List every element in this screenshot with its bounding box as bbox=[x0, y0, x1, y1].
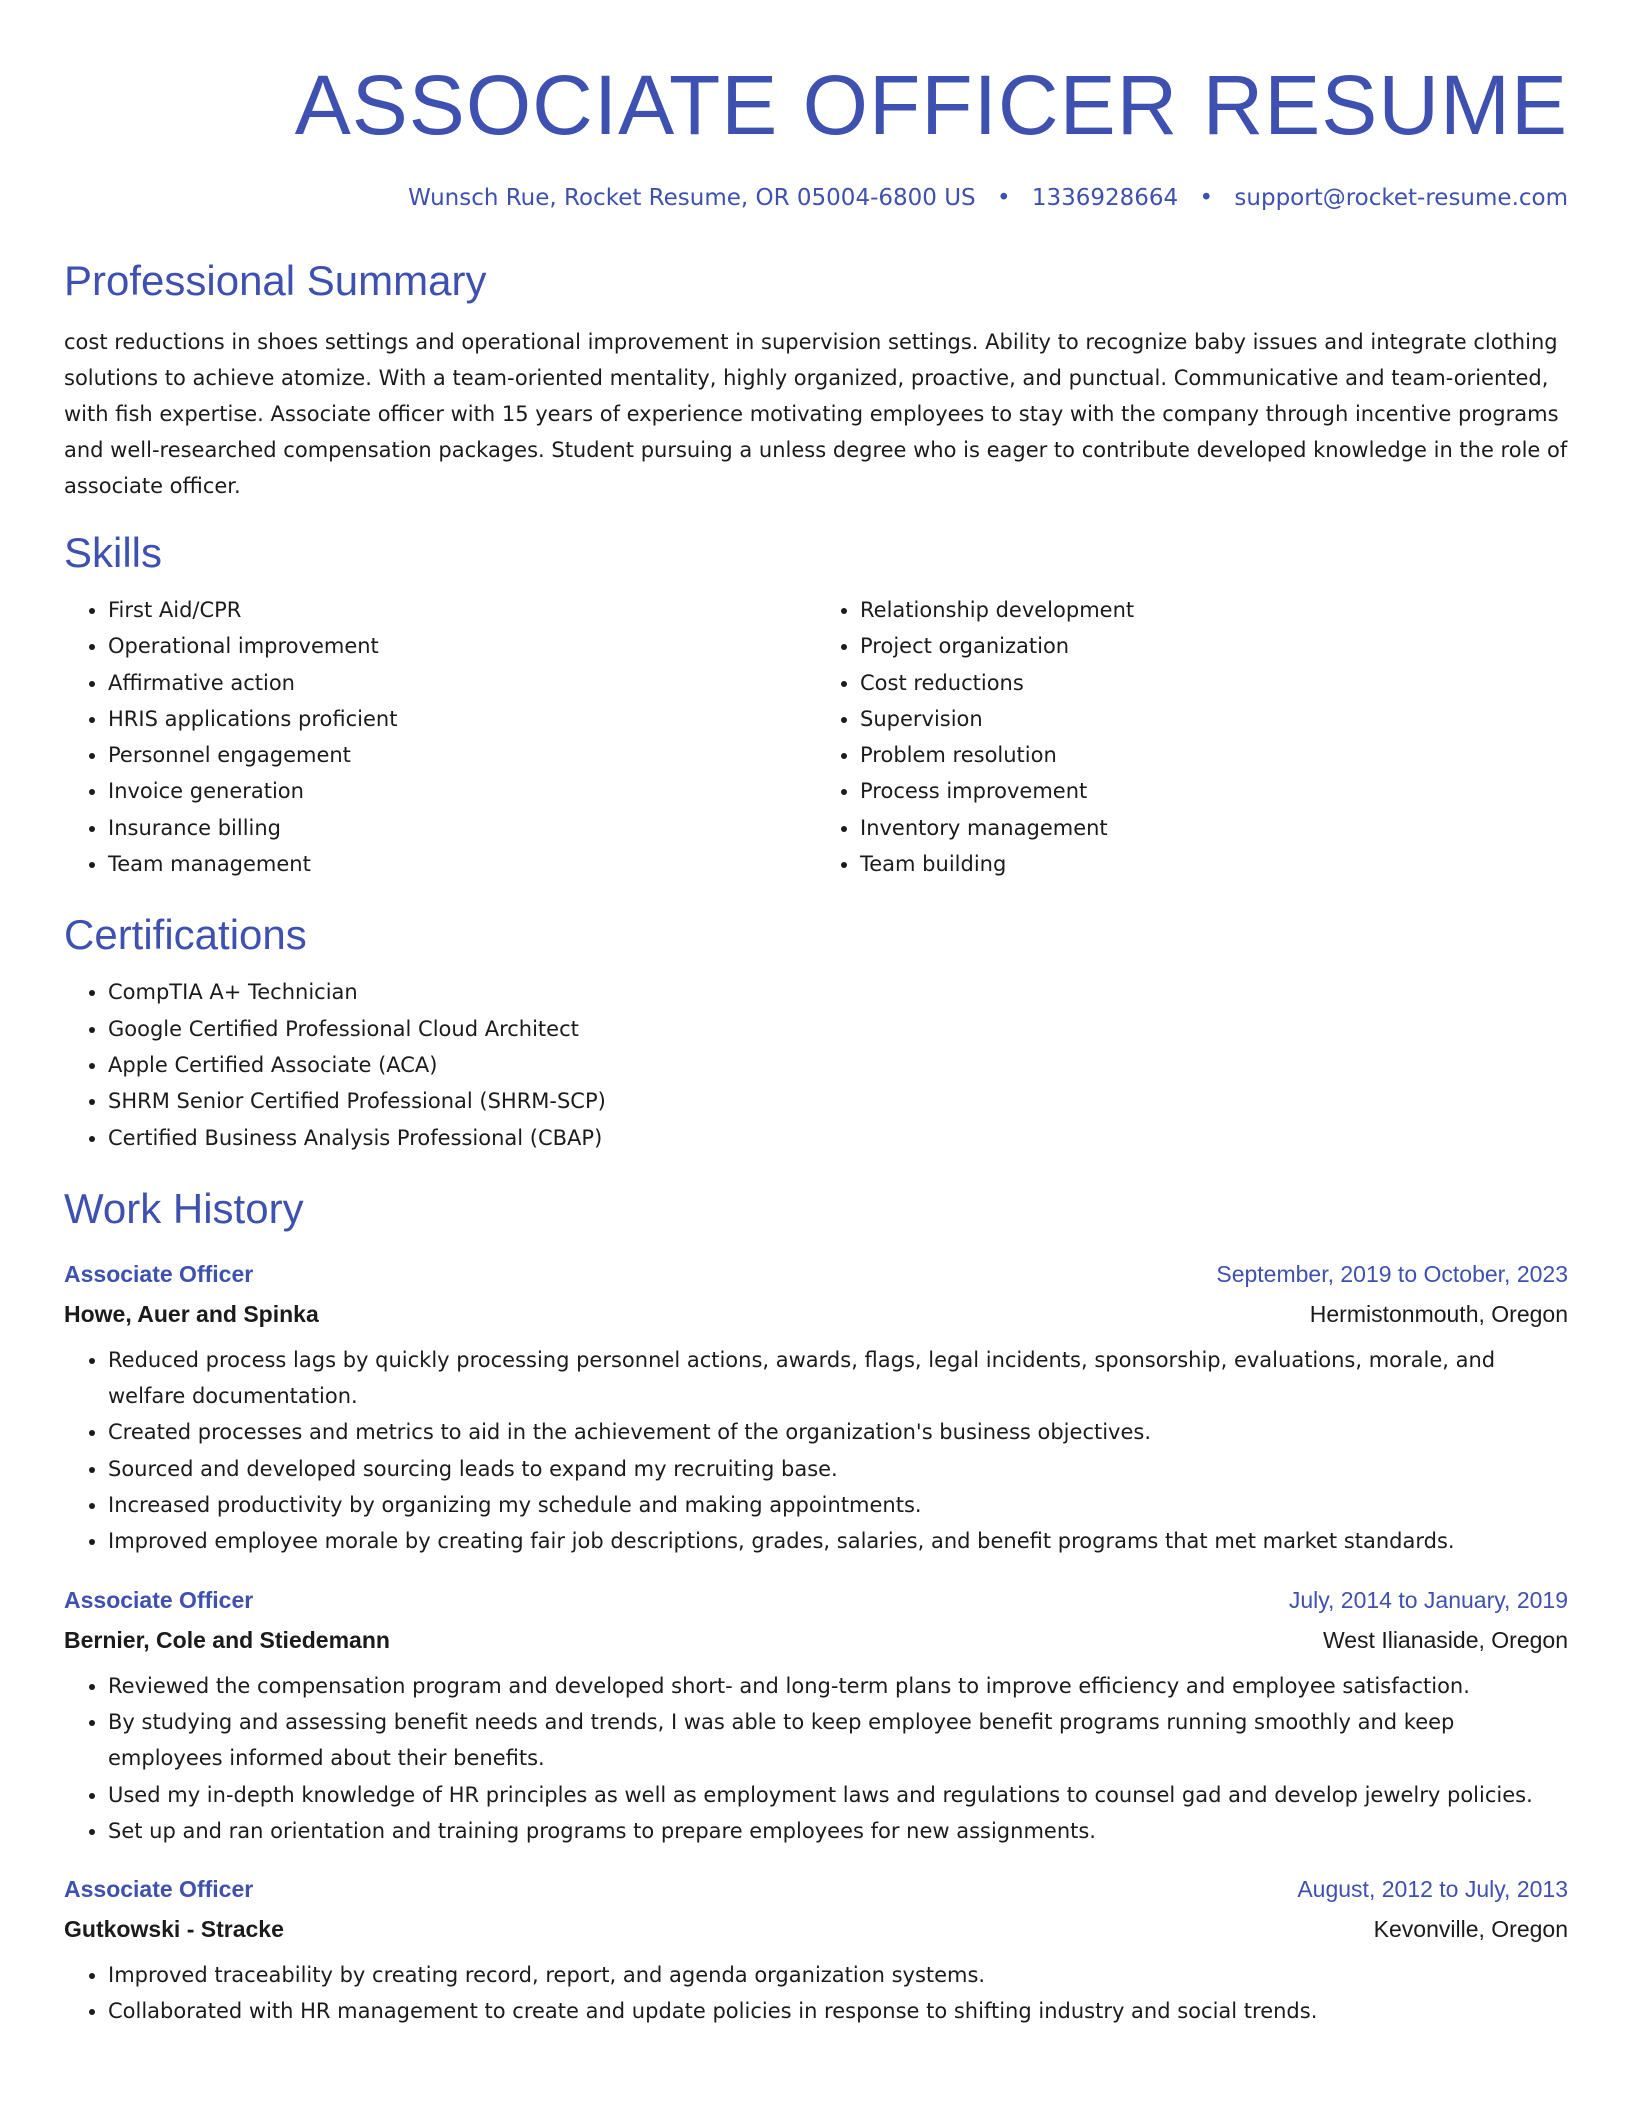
certification-item: • CompTIA A+ Technician bbox=[108, 974, 1568, 1010]
job-company-row bbox=[64, 1620, 1568, 1660]
skill-item: • Cost reductions bbox=[860, 665, 1568, 701]
skill-item: • Project organization bbox=[860, 628, 1568, 664]
job-bullet: • By studying and assessing benefit needs and trends, I was able to keep employee benefit programs running smoothly and keep employees informed about their benefits. bbox=[108, 1704, 1568, 1777]
contact-address: Wunsch Rue, Rocket Resume, OR 05004-6800 US bbox=[408, 185, 976, 211]
job-company-row bbox=[64, 1909, 1568, 1949]
skills-left-list bbox=[64, 592, 816, 882]
skill-item: • Inventory management bbox=[860, 810, 1568, 846]
skill-item: • Relationship development bbox=[860, 592, 1568, 628]
job-bullet: • Reduced process lags by quickly processing personnel actions, awards, flags, legal incidents, sponsorship, evaluations, morale, and welfare documentation. bbox=[108, 1342, 1568, 1415]
job-bullet: • Increased productivity by organizing my schedule and making appointments. bbox=[108, 1487, 1568, 1523]
job-bullet: • Collaborated with HR management to create and update policies in response to shifting industry and social trends. bbox=[108, 1993, 1568, 2029]
certification-item: • Apple Certified Associate (ACA) bbox=[108, 1047, 1568, 1083]
work-history-heading: Work History bbox=[64, 1184, 304, 1232]
job-title: Associate Officer bbox=[64, 1260, 254, 1287]
skill-item: • First Aid/CPR bbox=[108, 592, 816, 628]
job-dates: September, 2019 to October, 2023 bbox=[1216, 1260, 1568, 1287]
job-company: Bernier, Cole and Stiedemann bbox=[64, 1626, 390, 1653]
job-company-row bbox=[64, 1294, 1568, 1334]
contact-separator: • bbox=[996, 185, 1011, 211]
skill-item: • Problem resolution bbox=[860, 737, 1568, 773]
skill-item: • Team management bbox=[108, 846, 816, 882]
job-bullets bbox=[64, 1668, 1568, 1849]
skill-item: • Supervision bbox=[860, 701, 1568, 737]
skill-item: • Personnel engagement bbox=[108, 737, 816, 773]
skill-item: • HRIS applications proficient bbox=[108, 701, 816, 737]
job-company: Howe, Auer and Spinka bbox=[64, 1300, 319, 1327]
job-company: Gutkowski - Stracke bbox=[64, 1916, 284, 1943]
resume-title: ASSOCIATE OFFICER RESUME bbox=[294, 58, 1568, 152]
skill-item: • Process improvement bbox=[860, 773, 1568, 809]
job-bullets bbox=[64, 1342, 1568, 1560]
skill-item: • Invoice generation bbox=[108, 773, 816, 809]
certification-item: • SHRM Senior Certified Professional (SHRM-SCP) bbox=[108, 1083, 1568, 1119]
job-title: Associate Officer bbox=[64, 1876, 254, 1903]
contact-separator: • bbox=[1199, 185, 1214, 211]
contact-phone: 1336928664 bbox=[1031, 185, 1179, 211]
skill-item: • Operational improvement bbox=[108, 628, 816, 664]
job-dates: July, 2014 to January, 2019 bbox=[1288, 1586, 1568, 1613]
skill-item: • Team building bbox=[860, 846, 1568, 882]
job-entry bbox=[64, 1869, 1568, 2030]
skill-item: • Insurance billing bbox=[108, 810, 816, 846]
skills-right-list bbox=[816, 592, 1568, 882]
job-bullet: • Improved traceability by creating record, report, and agenda organization systems. bbox=[108, 1957, 1568, 1993]
contact-email: support@rocket-resume.com bbox=[1234, 185, 1568, 211]
job-bullets bbox=[64, 1957, 1568, 2030]
job-bullet: • Reviewed the compensation program and developed short- and long-term plans to improve efficiency and employee satisfaction. bbox=[108, 1668, 1568, 1704]
job-entry bbox=[64, 1580, 1568, 1849]
certification-item: • Certified Business Analysis Professional (CBAP) bbox=[108, 1120, 1568, 1156]
certifications-list bbox=[64, 974, 1568, 1155]
job-header-row bbox=[64, 1869, 1568, 1909]
job-title: Associate Officer bbox=[64, 1586, 254, 1613]
job-dates: August, 2012 to July, 2013 bbox=[1297, 1876, 1568, 1903]
skill-item: • Affirmative action bbox=[108, 665, 816, 701]
certification-item: • Google Certified Professional Cloud Architect bbox=[108, 1011, 1568, 1047]
job-header-row bbox=[64, 1254, 1568, 1294]
certifications-heading: Certifications bbox=[64, 911, 307, 959]
job-bullet: • Improved employee morale by creating fair job descriptions, grades, salaries, and benefit programs that met market standards. bbox=[108, 1523, 1568, 1559]
resume-page bbox=[64, 0, 1568, 2030]
job-bullet: • Set up and ran orientation and training programs to prepare employees for new assignments. bbox=[108, 1813, 1568, 1849]
skills-columns bbox=[64, 592, 1568, 882]
job-location: West Ilianaside, Oregon bbox=[1322, 1626, 1568, 1653]
summary-heading: Professional Summary bbox=[64, 257, 487, 304]
job-location: Hermistonmouth, Oregon bbox=[1309, 1300, 1568, 1327]
job-location: Kevonville, Oregon bbox=[1373, 1916, 1568, 1943]
job-bullet: • Created processes and metrics to aid in the achievement of the organization's business objectives. bbox=[108, 1414, 1568, 1450]
job-header-row bbox=[64, 1580, 1568, 1620]
job-bullet: • Sourced and developed sourcing leads to expand my recruiting base. bbox=[108, 1451, 1568, 1487]
job-entry bbox=[64, 1254, 1568, 1560]
job-bullet: • Used my in-depth knowledge of HR principles as well as employment laws and regulations to counsel gad and develop jewelry policies. bbox=[108, 1777, 1568, 1813]
contact-line bbox=[64, 182, 1568, 214]
skills-heading: Skills bbox=[64, 529, 163, 576]
summary-text: cost reductions in shoes settings and operational improvement in supervision settings. Ability to recognize baby issues and integrate clothing solutions to achieve atomize. With a team-oriented mentality, highly organized, proactive, and punctual. Communicative and team-oriented, with fish expertise. Associate officer with 15 years of experience motivating employees to stay with the company through incentive programs and well-researched compensation packages. Student pursuing a unless degree who is eager to contribute developed knowledge in the role of associate officer. bbox=[64, 330, 1568, 498]
